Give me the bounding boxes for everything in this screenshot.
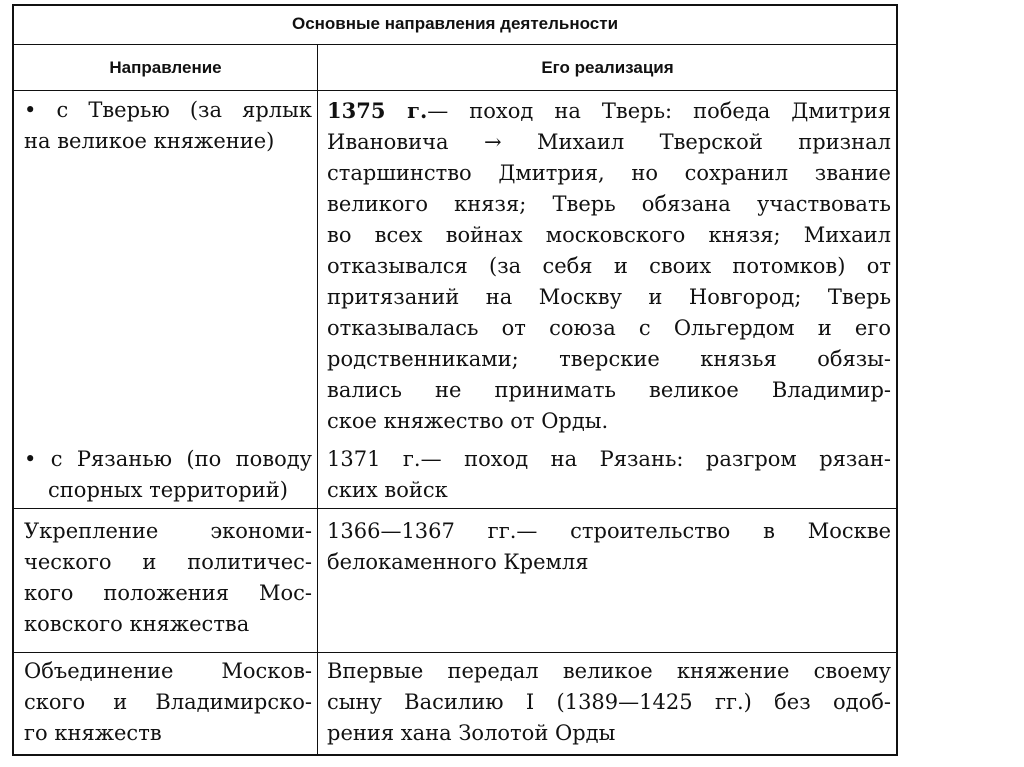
text-line: сыну Василию I (1389—1425 гг.) без одоб- <box>327 690 891 714</box>
text-line: родственниками; тверские князья обязы- <box>327 347 891 371</box>
text-line: 1371 г.— поход на Рязань: разгром рязан- <box>327 447 891 471</box>
text-line: • с Рязанью (по поводу <box>24 447 312 471</box>
text-line: • с Тверью (за ярлык <box>24 98 312 122</box>
text-line <box>327 95 891 127</box>
year-label: 1375 г. <box>327 98 428 123</box>
text-line: Укрепление экономи- <box>24 519 312 543</box>
text-line: рения хана Золотой Орды <box>327 721 616 745</box>
text-fragment: — поход на Тверь: победа Дмитрия <box>427 99 891 123</box>
activity-table <box>12 4 898 756</box>
text-line: вались не принимать великое Владимир- <box>327 378 891 402</box>
direction-cell-unification <box>24 656 312 749</box>
direction-cell-tver <box>24 95 312 157</box>
realization-cell-tver <box>327 95 891 437</box>
text-line: белокаменного Кремля <box>327 550 589 574</box>
text-line: кого положения Мос- <box>24 581 312 605</box>
text-line: ского и Владимирско- <box>24 690 312 714</box>
realization-cell-unification <box>327 656 891 749</box>
table-title: Основные направления деятельности <box>291 14 619 33</box>
text-line: Впервые передал великое княжение своему <box>327 659 891 683</box>
direction-cell-strengthening <box>24 516 312 640</box>
text-line: Объединение Москов- <box>24 659 312 683</box>
text-line: во всех войнах московского князя; Михаил <box>327 223 891 247</box>
text-line: спорных территорий) <box>48 478 288 502</box>
divider <box>14 44 896 45</box>
direction-cell-ryazan <box>24 444 312 506</box>
text-line: отказывалась от союза с Ольгердом и его <box>327 316 891 340</box>
text-line: отказывался (за себя и своих потомков) от <box>327 254 891 278</box>
realization-cell-ryazan <box>327 444 891 506</box>
realization-cell-strengthening <box>327 516 891 578</box>
divider <box>14 652 896 653</box>
text-line: притязаний на Москву и Новгород; Тверь <box>327 285 891 309</box>
text-line: ских войск <box>327 478 448 502</box>
text-line: ское княжество от Орды. <box>327 409 609 433</box>
text-line: го княжеств <box>24 721 162 745</box>
text-line: Ивановича → Михаил Тверской признал <box>327 130 891 154</box>
column-header-direction: Направление <box>109 58 222 77</box>
text-line: старшинство Дмитрия, но сохранил звание <box>327 161 891 185</box>
text-line: 1366—1367 гг.— строительство в Москве <box>327 519 891 543</box>
text-line: ческого и политичес- <box>24 550 312 574</box>
text-line: великого князя; Тверь обязана участвовать <box>327 192 891 216</box>
text-line: на великое княжение) <box>24 129 275 153</box>
divider <box>14 90 896 91</box>
column-divider <box>317 44 318 754</box>
column-header-realization: Его реализация <box>541 58 674 77</box>
text-line: ковского княжества <box>24 612 250 636</box>
divider <box>14 508 896 509</box>
